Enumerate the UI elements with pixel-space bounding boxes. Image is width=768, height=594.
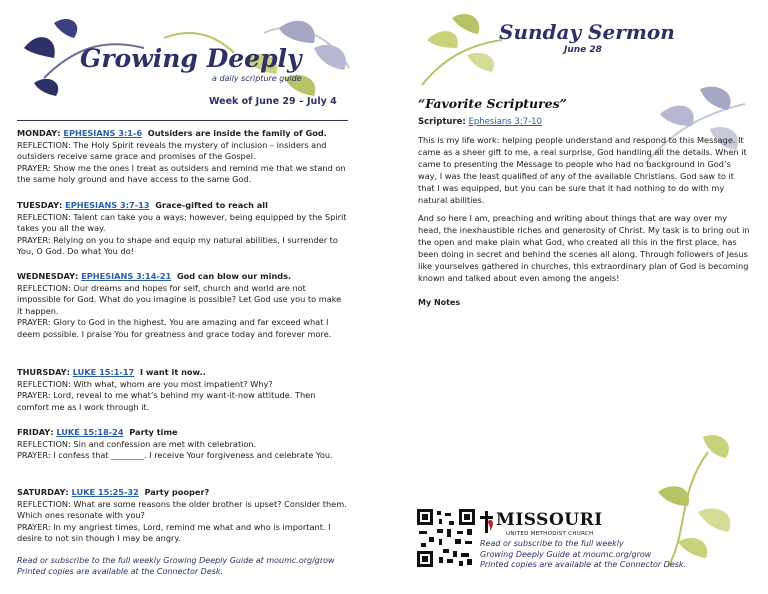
left-footer-line1: Read or subscribe to the full weekly Growing Deeply Guide at moumc.org/grow <box>17 556 335 565</box>
scripture-link-friday[interactable]: LUKE 15:18-24 <box>56 427 124 437</box>
right-footer-line3: Printed copies are available at the Connector Desk. <box>480 560 687 569</box>
scripture-link-thursday[interactable]: LUKE 15:1-17 <box>72 367 135 377</box>
day-entry-monday: MONDAY: EPHESIANS 3:1-6 Outsiders are inside the family of God. REFLECTION: The Holy Spirit reveals the mystery of inclusion – insiders and outsiders receive same grace and promises of the Gospel. PRAYER: Show me the ones I treat as outsiders and remind me that we stand on the same holy ground and have access to the same God. <box>17 128 346 185</box>
day-entry-friday: FRIDAY: LUKE 15:18-24 Party time REFLECTION: Sin and confession are met with celebration. PRAYER: I confess that ________. I receive Your forgiveness and celebrate You. <box>17 427 347 462</box>
header-rule <box>17 120 348 121</box>
day-name: MONDAY <box>17 128 58 138</box>
day-headline: Outsiders are inside the family of God. <box>147 128 327 138</box>
right-footer <box>480 539 720 571</box>
right-footer-line1: Read or subscribe to the full weekly <box>480 539 624 548</box>
left-footer-line2: Printed copies are available at the Connector Desk. <box>17 566 224 576</box>
sermon-paragraph-1: This is my life work: helping people understand and respond to this Message. It came as a sheer gift to me, a real surprise, God handling all the details. When it came to presenting the Message to people who had no background in God’s way, I was the least qualified of any of the available Christians. God saw to it that I was equipped, but you can be sure that it had nothing to do with my natural abilities. <box>418 135 747 205</box>
day-headline: I want it now.. <box>139 367 206 377</box>
scripture-link-wednesday[interactable]: EPHESIANS 3:14-21 <box>81 271 172 281</box>
day-name: WEDNESDAY <box>17 271 76 281</box>
qr-code[interactable] <box>417 509 475 567</box>
day-entry-saturday: SATURDAY: LUKE 15:25-32 Party pooper? REFLECTION: What are some reasons the older brother is upset? Consider them. Which ones resonate with you? PRAYER: In my angriest times, Lord, remind me what and who is important. I desire to not sin though I may be angry. <box>17 487 347 544</box>
guide-title: Growing Deeply <box>80 44 302 73</box>
day-reflection: REFLECTION: Our dreams and hopes for self, church and world are not impossible for God. What do you imagine is possible? Let God use you to make it happen. <box>17 282 342 316</box>
day-headline: Party time <box>129 427 178 437</box>
floral-decoration-top-right <box>412 10 508 94</box>
scripture-link[interactable]: Ephesians 3:7-10 <box>468 117 542 127</box>
day-name: TUESDAY <box>17 200 59 210</box>
day-prayer: PRAYER: Relying on you to shape and equip my natural abilities, I surrender to You, O God. Do what You do! <box>17 234 338 257</box>
day-name: SATURDAY <box>17 487 66 497</box>
sermon-title: “Favorite Scriptures” <box>418 96 567 111</box>
day-name: THURSDAY <box>17 367 67 377</box>
scripture-label: Scripture: <box>418 117 466 127</box>
day-headline: God can blow our minds. <box>176 271 292 281</box>
sermon-date: June 28 <box>564 45 602 55</box>
scripture-link-saturday[interactable]: LUKE 15:25-32 <box>71 487 139 497</box>
scripture-link-tuesday[interactable]: EPHESIANS 3:7-13 <box>65 200 150 210</box>
sermon-paragraph-2: And so here I am, preaching and writing about things that are way over my head, the inexhaustible riches and generosity of Christ. My task is to bring out in the open and make plain what God, who created all this in the first place, has been doing in secret and behind the scenes all along. Through followers of Jesus like yourselves gathered in churches, this extraordinary plan of God is becoming known and talked about even among the angels! <box>418 213 750 283</box>
week-range: Week of June 29 – July 4 <box>209 96 337 107</box>
left-footer <box>17 556 357 577</box>
day-reflection: REFLECTION: Talent can take you a ways; however, being equipped by the Spirit takes you all the way. <box>17 211 347 234</box>
day-reflection: REFLECTION: Sin and confession are met with celebration. <box>17 438 257 449</box>
day-reflection: REFLECTION: What are some reasons the older brother is upset? Consider them. Which ones resonate with you? <box>17 498 347 521</box>
day-prayer: PRAYER: Glory to God in the highest. You are amazing and far exceed what I deem possible. I praise You for greatness and grace today and forever more. <box>17 317 332 339</box>
day-reflection: REFLECTION: The Holy Spirit reveals the mystery of inclusion – insiders and outsiders receive same grace and promises of the Gospel. <box>17 139 327 162</box>
day-prayer: PRAYER: I confess that ________. I receive Your forgiveness and celebrate You. <box>17 450 333 461</box>
right-footer-line2: Growing Deeply Guide at moumc.org/grow <box>480 549 652 559</box>
day-headline: Grace-gifted to reach all <box>155 200 268 210</box>
notes-label: My Notes <box>418 298 461 307</box>
sermon-body <box>418 134 752 290</box>
day-reflection: REFLECTION: With what, whom are you most impatient? Why? <box>17 378 273 389</box>
sermon-heading: Sunday Sermon <box>499 20 675 44</box>
scripture-link-monday[interactable]: EPHESIANS 3:1-6 <box>63 128 143 138</box>
day-prayer: PRAYER: Lord, reveal to me what’s behind my want-it-now attitude. Then comfort me as I work through it. <box>17 390 316 412</box>
cross-flame-logo <box>479 511 495 533</box>
day-name: FRIDAY <box>17 427 51 437</box>
day-headline: Party pooper? <box>144 487 210 497</box>
guide-subtitle: a daily scripture guide <box>212 74 302 83</box>
day-entry-thursday: THURSDAY: LUKE 15:1-17 I want it now.. REFLECTION: With what, whom are you most impatient? Why? PRAYER: Lord, reveal to me what’s behind my want-it-now attitude. Then comfort me as I work through it. <box>17 367 347 413</box>
scripture-line <box>418 117 542 127</box>
logo-name: MISSOURI <box>496 510 603 530</box>
day-prayer: PRAYER: Show me the ones I treat as outsiders and remind me that we stand on the same holy ground and have access to the same God. <box>17 162 346 185</box>
day-entry-wednesday: WEDNESDAY: EPHESIANS 3:14-21 God can blow our minds. REFLECTION: Our dreams and hopes for self, church and world are not impossible for God. What do you imagine is possible? Let God use you to make it happen. PRAYER: Glory to God in the highest. You are amazing and far exceed what I deem possible. I praise You for greatness and grace today and forever more. <box>17 271 347 341</box>
day-entry-tuesday: TUESDAY: EPHESIANS 3:7-13 Grace-gifted to reach all REFLECTION: Talent can take you a ways; however, being equipped by the Spirit takes you all the way. PRAYER: Relying on you to shape and equip my natural abilities, I surrender to You, O God. Do what You do! <box>17 200 347 257</box>
day-prayer: PRAYER: In my angriest times, Lord, remind me what and who is important. I desire to not sin though I may be angry. <box>17 521 331 544</box>
logo-subtitle: UNITED METHODIST CHURCH <box>506 531 594 537</box>
